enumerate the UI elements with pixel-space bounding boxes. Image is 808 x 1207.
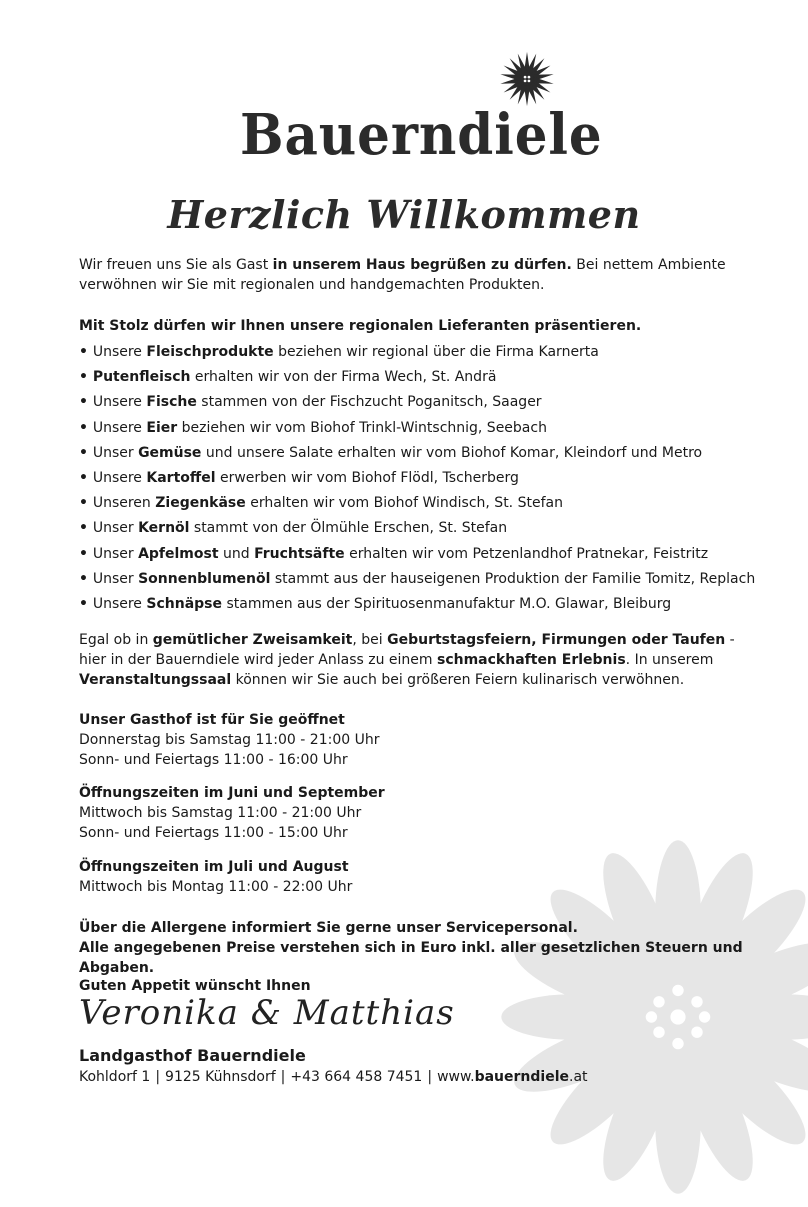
supplier-product: Apfelmost — [138, 545, 219, 562]
allergen-price-notice — [79, 918, 759, 978]
supplier-product: Eier — [146, 419, 178, 436]
supplier-text: Unser — [92, 520, 139, 537]
occasion-text: , bei — [352, 632, 388, 648]
supplier-text: erwerben wir vom Biohof Flödl, Tscherberg — [215, 470, 519, 487]
supplier-product: Fleischprodukte — [146, 344, 274, 360]
footer-contact — [79, 1069, 588, 1085]
supplier-text: erhalten wir vom Biohof Windisch, St. Stefan — [245, 495, 563, 512]
hours-line: Donnerstag bis Samstag 11:00 - 21:00 Uhr — [79, 732, 380, 748]
supplier-text: Unsere — [92, 344, 147, 360]
supplier-product: Sonnenblumenöl — [138, 570, 271, 587]
hours-line: Mittwoch bis Samstag 11:00 - 21:00 Uhr — [79, 805, 362, 821]
allergen-notice: Über die Allergene informiert Sie gerne unser Servicepersonal. — [79, 920, 578, 936]
supplier-item — [79, 441, 755, 466]
footer-city: 9125 Kühnsdorf — [165, 1069, 276, 1085]
occasion-text: können wir Sie auch bei größeren Feiern kulinarisch verwöhnen. — [231, 672, 685, 688]
page-title: Herzlich Willkommen — [167, 192, 641, 237]
footer-separator: | — [155, 1069, 161, 1085]
supplier-text: und unsere Salate erhalten wir vom Biohof Komar, Kleindorf und Metro — [201, 444, 703, 461]
supplier-text: Unser — [92, 444, 139, 461]
intro-text: verwöhnen wir Sie mit regionalen und handgemachten Produkten. — [79, 277, 545, 293]
intro-text: Wir freuen uns Sie als Gast — [79, 257, 273, 273]
footer-business-name: Landgasthof Bauerndiele — [79, 1046, 306, 1065]
hours-title: Unser Gasthof ist für Sie geöffnet — [79, 712, 345, 728]
hours-title: Öffnungszeiten im Juni und September — [79, 785, 385, 801]
supplier-product: Kartoffel — [146, 470, 216, 487]
occasion-highlight: gemütlicher Zweisamkeit — [152, 632, 353, 648]
supplier-text: erhalten wir vom Petzenlandhof Pratnekar, Feistritz — [344, 545, 709, 562]
supplier-text: Unseren — [92, 495, 156, 512]
supplier-text: und — [218, 545, 255, 562]
supplier-text: Unsere — [92, 419, 147, 436]
hours-line: Sonn- und Feiertags 11:00 - 16:00 Uhr — [79, 752, 348, 768]
hours-line: Sonn- und Feiertags 11:00 - 15:00 Uhr — [79, 825, 348, 841]
price-notice: Alle angegebenen Preise verstehen sich in Euro inkl. aller gesetzlichen Steuern und Abgaben. — [79, 940, 743, 976]
supplier-text: erhalten wir von der Firma Wech, St. Andrä — [190, 369, 497, 386]
occasion-highlight: Veranstaltungssaal — [79, 672, 232, 688]
supplier-product: Kernöl — [138, 520, 190, 537]
footer-separator: | — [280, 1069, 286, 1085]
occasion-highlight: Geburtstagsfeiern, Firmungen oder Taufen — [387, 632, 726, 648]
supplier-text: Unsere — [92, 596, 147, 613]
supplier-product: Ziegenkäse — [155, 495, 246, 512]
website-domain: bauerndiele — [474, 1069, 569, 1085]
supplier-text: stammt von der Ölmühle Erschen, St. Stefan — [189, 520, 508, 537]
supplier-item — [79, 491, 755, 516]
footer-separator: | — [427, 1069, 433, 1085]
supplier-item — [79, 340, 755, 365]
supplier-item — [79, 542, 755, 567]
opening-hours-regular — [79, 710, 379, 770]
supplier-item — [79, 416, 755, 441]
signature: Veronika & Matthias — [79, 993, 455, 1033]
footer-phone[interactable]: +43 664 458 7451 — [290, 1069, 423, 1085]
logo — [240, 50, 603, 180]
occasion-text: - — [725, 632, 735, 648]
intro-text: Bei nettem Ambiente — [571, 257, 726, 273]
opening-hours-june-september — [79, 783, 385, 843]
flower-icon — [498, 50, 556, 108]
supplier-item — [79, 466, 755, 491]
supplier-text: stammen aus der Spirituosenmanufaktur M.O. Glawar, Bleiburg — [222, 596, 672, 613]
suppliers-heading: Mit Stolz dürfen wir Ihnen unsere regionalen Lieferanten präsentieren. — [79, 318, 642, 334]
supplier-item — [79, 592, 755, 617]
supplier-item — [79, 390, 755, 415]
supplier-text: beziehen wir regional über die Firma Karnerta — [273, 344, 599, 360]
occasion-highlight: schmackhaften Erlebnis — [437, 652, 626, 668]
flower-watermark-icon — [488, 827, 808, 1207]
supplier-text: Unsere — [92, 470, 147, 487]
occasion-paragraph — [79, 630, 759, 690]
supplier-product: Gemüse — [138, 444, 202, 461]
supplier-item — [79, 516, 755, 541]
footer-address: Kohldorf 1 — [79, 1069, 151, 1085]
supplier-text: Unser — [92, 545, 139, 562]
supplier-text: Unsere — [92, 394, 147, 411]
occasion-text: hier in der Bauerndiele wird jeder Anlass zu einem — [79, 652, 437, 668]
supplier-product: Schnäpse — [146, 596, 222, 613]
supplier-text: beziehen wir vom Biohof Trinkl-Wintschnig, Seebach — [177, 419, 547, 436]
hours-title: Öffnungszeiten im Juli und August — [79, 859, 349, 875]
supplier-text: stammen von der Fischzucht Poganitsch, Saager — [196, 394, 542, 411]
supplier-product: Fruchtsäfte — [254, 545, 345, 562]
suppliers-list — [79, 340, 755, 617]
supplier-item — [79, 567, 755, 592]
logo-wordmark: Bauerndiele — [240, 102, 603, 168]
supplier-product: Fische — [146, 394, 197, 411]
supplier-product: Putenfleisch — [92, 369, 191, 386]
occasion-text: . In unserem — [625, 652, 714, 668]
supplier-text: stammt aus der hauseigenen Produktion der Familie Tomitz, Replach — [270, 570, 756, 587]
footer-website-link[interactable] — [437, 1069, 587, 1085]
supplier-item — [79, 365, 755, 390]
intro-paragraph — [79, 255, 759, 295]
greeting: Guten Appetit wünscht Ihnen — [79, 978, 311, 994]
website-suffix: .at — [569, 1069, 588, 1085]
intro-highlight: in unserem Haus begrüßen zu dürfen. — [272, 257, 572, 273]
hours-line: Mittwoch bis Montag 11:00 - 22:00 Uhr — [79, 879, 353, 895]
opening-hours-july-august — [79, 857, 352, 897]
website-prefix: www. — [437, 1069, 475, 1085]
supplier-text: Unser — [92, 570, 139, 587]
occasion-text: Egal ob in — [79, 632, 153, 648]
